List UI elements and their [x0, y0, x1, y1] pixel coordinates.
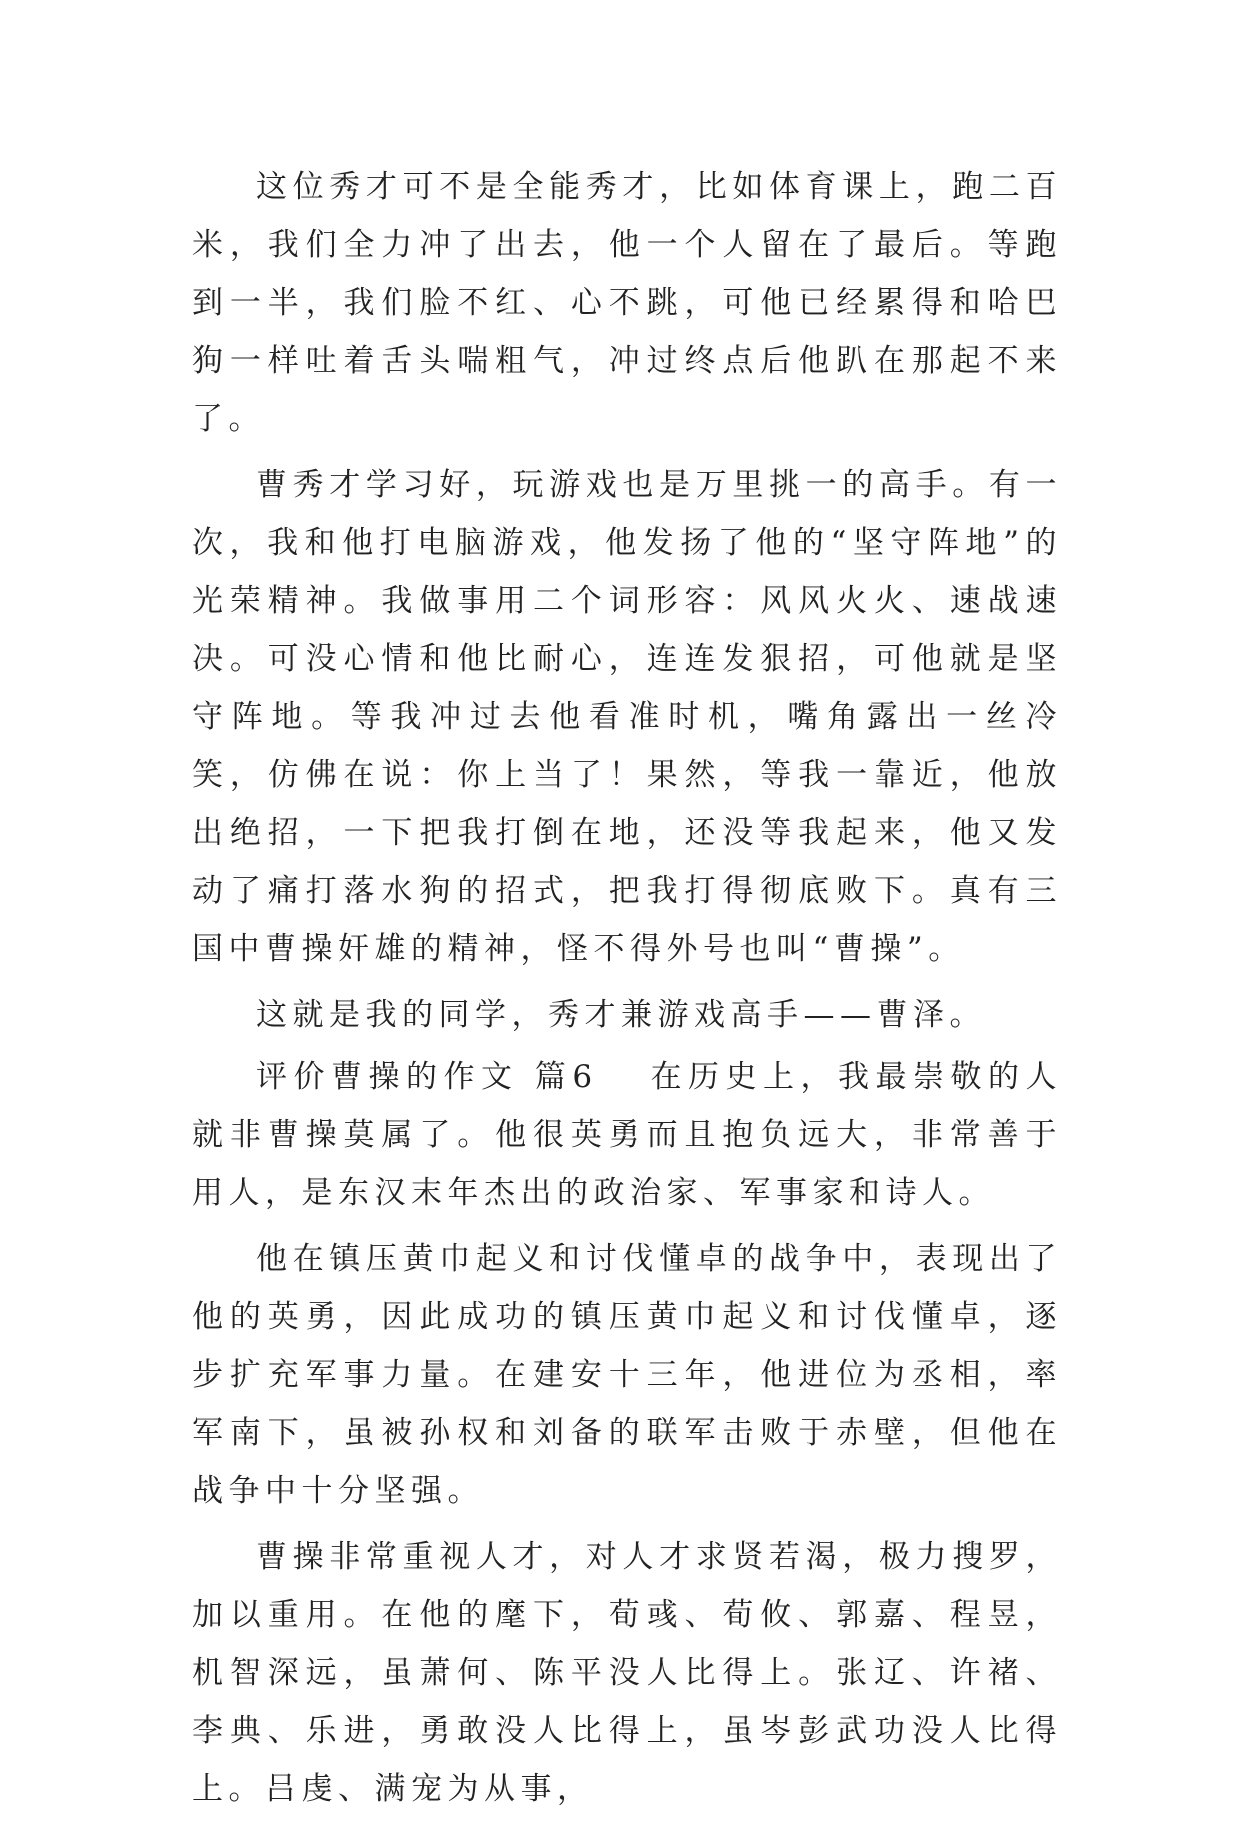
paragraph-talent: 曹操非常重视人才，对人才求贤若渴，极力搜罗，加以重用。在他的麾下，荀彧、荀攸、郭嘉、程昱，机智深远，虽萧何、陈平没人比得上。张辽、许褚、李典、乐进，勇敢没人比得上，虽岑彭武功没人比得上。吕虔、满宠为从事， — [192, 1539, 1062, 1807]
paragraph-running: 这位秀才可不是全能秀才，比如体育课上，跑二百米，我们全力冲了出去，他一个人留在了最后。等跑到一半，我们脸不红、心不跳，可他已经累得和哈巴狗一样吐着舌头喘粗气，冲过终点后他趴在那起不来了。 — [192, 169, 1062, 437]
section-intro-paragraph — [192, 1048, 1062, 1222]
section-first-paragraph: 在历史上，我最崇敬的人就非曹操莫属了。他很英勇而且抱负远大，非常善于用人，是东汉末年杰出的政治家、军事家和诗人。 — [192, 1059, 1063, 1211]
document-page — [192, 158, 1062, 1826]
paragraph-military: 他在镇压黄巾起义和讨伐懂卓的战争中，表现出了他的英勇，因此成功的镇压黄巾起义和讨伐懂卓，逐步扩充军事力量。在建安十三年，他进位为丞相，率军南下，虽被孙权和刘备的联军击败于赤壁，但他在战争中十分坚强。 — [192, 1241, 1062, 1509]
section-heading: 评价曹操的作文 篇6 — [256, 1059, 598, 1095]
paragraph-gaming: 曹秀才学习好，玩游戏也是万里挑一的高手。有一次，我和他打电脑游戏，他发扬了他的“坚守阵地”的光荣精神。我做事用二个词形容：风风火火、速战速决。可没心情和他比耐心，连连发狠招，可他就是坚守阵地。等我冲过去他看准时机，嘴角露出一丝冷笑，仿佛在说：你上当了！果然，等我一靠近，他放出绝招，一下把我打倒在地，还没等我起来，他又发动了痛打落水狗的招式，把我打得彻底败下。真有三国中曹操奸雄的精神，怪不得外号也叫“曹操”。 — [192, 467, 1062, 967]
paragraph-conclusion: 这就是我的同学，秀才兼游戏高手——曹泽。 — [256, 997, 986, 1033]
